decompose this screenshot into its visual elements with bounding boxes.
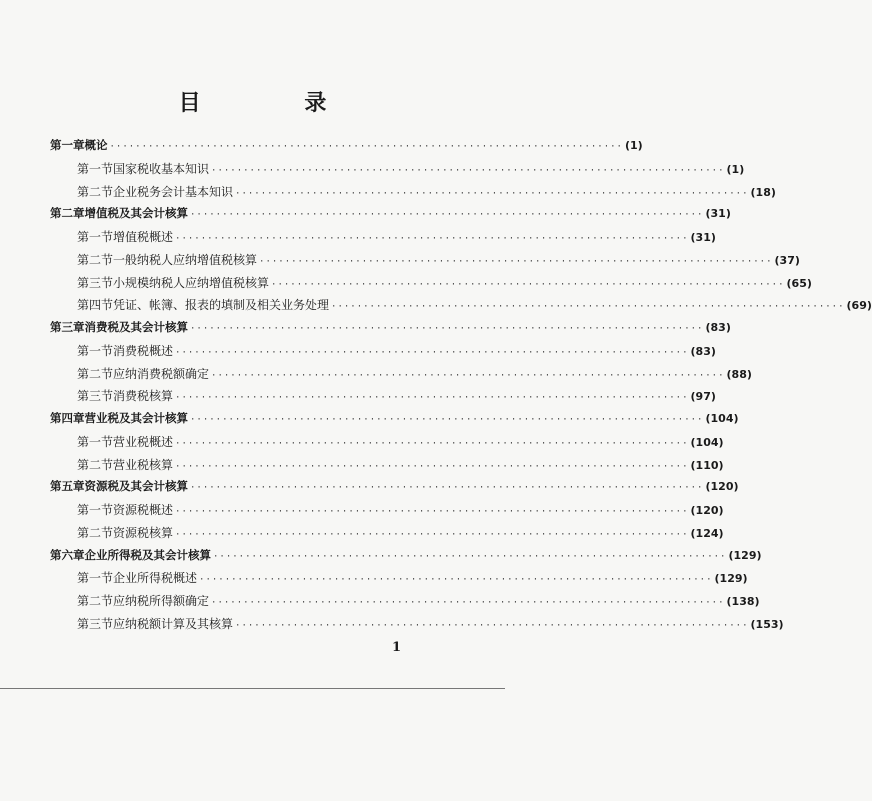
dot-leader: ················································································ xyxy=(190,483,704,494)
dot-leader: ················································································ xyxy=(109,142,623,152)
toc-chapter-entry xyxy=(50,319,731,342)
chapter-number: 第六章 xyxy=(50,547,85,562)
section-number: 第一节 xyxy=(77,434,114,449)
section-title: 应纳税所得额确定 xyxy=(113,594,210,608)
section-title: 国家税收基本知识 xyxy=(113,161,210,176)
chapter-title: 企业所得税及其会计核算 xyxy=(84,547,211,562)
section-number: 第一节 xyxy=(77,230,114,244)
dot-leader: ················································································ xyxy=(259,256,773,267)
section-number: 第三节 xyxy=(77,275,114,290)
dot-leader: ················································································ xyxy=(175,507,689,517)
section-title: 一般纳税人应纳增值税核算 xyxy=(113,252,258,267)
toc-section-entry xyxy=(50,274,812,297)
dot-leader: ················································································ xyxy=(271,279,785,290)
page-title: 目 录 xyxy=(178,90,375,116)
page-reference: (104) xyxy=(705,412,739,425)
bottom-rule xyxy=(0,688,505,689)
dot-leader: ················································································ xyxy=(190,324,704,334)
toc-chapter-entry xyxy=(50,137,643,160)
chapter-number: 第一章 xyxy=(50,138,85,152)
chapter-title: 增值税及其会计核算 xyxy=(84,206,188,221)
page-reference: (104) xyxy=(690,435,724,449)
chapter-title: 资源税及其会计核算 xyxy=(84,479,188,494)
dot-leader: ················································································ xyxy=(211,370,725,381)
dot-leader: ················································································ xyxy=(331,302,845,313)
page-reference: (129) xyxy=(728,548,762,562)
page-reference: (37) xyxy=(774,253,800,267)
section-title: 消费税核算 xyxy=(113,389,174,404)
toc-section-entry xyxy=(50,342,716,365)
section-title: 消费税概述 xyxy=(113,343,174,358)
toc-section-entry xyxy=(50,524,724,547)
page-reference: (83) xyxy=(690,344,716,358)
toc-section-entry xyxy=(50,456,724,479)
section-title: 企业税务会计基本知识 xyxy=(113,184,234,199)
dot-leader: ················································································ xyxy=(190,415,704,425)
dot-leader: ················································································ xyxy=(175,438,689,449)
section-title: 凭证、帐簿、报表的填制及相关业务处理 xyxy=(113,298,330,313)
dot-leader: ················································································ xyxy=(235,188,749,199)
section-title: 应纳消费税额确定 xyxy=(113,366,210,381)
toc-section-entry xyxy=(50,592,760,615)
page-reference: (18) xyxy=(750,185,776,199)
dot-leader: ················································································ xyxy=(175,461,689,472)
toc-chapter-entry xyxy=(50,410,739,433)
dot-leader: ················································································ xyxy=(213,551,727,562)
page-reference: (153) xyxy=(750,617,784,631)
chapter-number: 第四章 xyxy=(50,411,85,425)
section-number: 第三节 xyxy=(77,389,114,404)
page-reference: (31) xyxy=(690,231,716,244)
section-number: 第二节 xyxy=(77,594,114,608)
toc-section-entry xyxy=(50,569,748,592)
page-reference: (120) xyxy=(690,504,724,517)
dot-leader: ················································································ xyxy=(175,529,689,540)
page-reference: (83) xyxy=(705,321,731,334)
toc-section-entry xyxy=(50,228,716,251)
page-reference: (138) xyxy=(726,595,760,608)
section-number: 第二节 xyxy=(77,366,114,381)
section-number: 第一节 xyxy=(77,571,114,586)
chapter-title: 概论 xyxy=(84,138,108,152)
toc-section-entry xyxy=(50,501,724,524)
toc-chapter-entry xyxy=(50,547,762,570)
chapter-number: 第五章 xyxy=(50,479,85,494)
section-title: 营业税概述 xyxy=(113,434,174,449)
section-number: 第四节 xyxy=(77,298,114,313)
page-reference: (120) xyxy=(705,480,739,494)
section-title: 资源税概述 xyxy=(113,503,174,517)
section-number: 第一节 xyxy=(77,343,114,358)
dot-leader: ················································································ xyxy=(211,165,725,176)
toc-chapter-entry xyxy=(50,205,731,228)
dot-leader: ················································································ xyxy=(175,393,689,404)
section-number: 第二节 xyxy=(77,252,114,267)
page-reference: (124) xyxy=(690,526,724,540)
section-title: 资源税核算 xyxy=(113,525,174,540)
section-title: 企业所得税概述 xyxy=(113,571,198,586)
section-title: 小规模纳税人应纳增值税核算 xyxy=(113,275,270,290)
page-reference: (129) xyxy=(714,572,748,586)
page-reference: (88) xyxy=(726,367,752,381)
section-number: 第一节 xyxy=(77,161,114,176)
dot-leader: ················································································ xyxy=(199,575,713,586)
chapter-number: 第二章 xyxy=(50,206,85,221)
toc-section-entry xyxy=(50,615,784,638)
page-reference: (1) xyxy=(624,139,643,152)
dot-leader: ················································································ xyxy=(175,234,689,244)
section-number: 第二节 xyxy=(77,525,114,540)
toc-section-entry xyxy=(50,387,716,410)
section-number: 第二节 xyxy=(77,184,114,199)
toc-section-entry xyxy=(50,365,752,388)
table-of-contents xyxy=(50,137,872,638)
toc-section-entry xyxy=(50,296,872,319)
dot-leader: ················································································ xyxy=(175,347,689,358)
toc-section-entry xyxy=(50,433,724,456)
page-reference: (65) xyxy=(786,276,812,290)
section-number: 第三节 xyxy=(77,616,114,631)
page-reference: (110) xyxy=(690,458,724,472)
chapter-number: 第三章 xyxy=(50,320,85,334)
page-number: 1 xyxy=(392,640,402,655)
dot-leader: ················································································ xyxy=(190,210,704,221)
toc-section-entry xyxy=(50,160,745,183)
page-reference: (31) xyxy=(705,207,731,221)
toc-section-entry xyxy=(50,251,800,274)
dot-leader: ················································································ xyxy=(211,598,725,608)
toc-section-entry xyxy=(50,183,776,206)
section-number: 第一节 xyxy=(77,503,114,517)
page-reference: (97) xyxy=(690,390,716,404)
toc-chapter-entry xyxy=(50,478,739,501)
dot-leader: ················································································ xyxy=(235,620,749,631)
page-reference: (69) xyxy=(846,299,872,313)
section-title: 营业税核算 xyxy=(113,457,174,472)
chapter-title: 消费税及其会计核算 xyxy=(84,320,188,334)
section-number: 第二节 xyxy=(77,457,114,472)
section-title: 应纳税额计算及其核算 xyxy=(113,616,234,631)
chapter-title: 营业税及其会计核算 xyxy=(84,411,188,425)
page-reference: (1) xyxy=(726,162,745,176)
section-title: 增值税概述 xyxy=(113,230,174,244)
